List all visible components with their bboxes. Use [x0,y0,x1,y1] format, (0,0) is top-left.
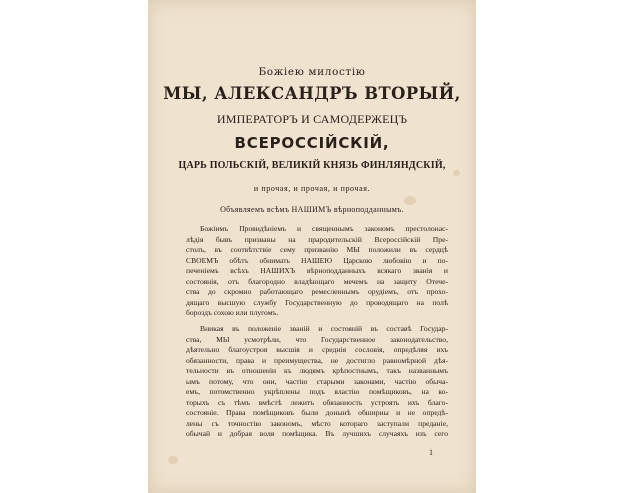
paragraph-line: состоянiе. Права помѣщиковъ были донынѣ обширны и не опредѣ- [186,408,448,418]
paragraph-line: лены съ точностiю закономъ, мѣсто котораго заступали преданiе, [186,418,448,428]
age-stain [404,196,416,205]
paragraph-line: ства, МЫ усмотрѣли, что Государственное законодательство, [186,334,448,344]
paragraph-line: обязанности, права и преимущества, не достигло равномѣрной дѣя- [186,355,448,365]
paragraph-line: СВОЕМЪ обѣтъ обнимать НАШЕЮ Царскою любовiю и по- [186,255,448,265]
paragraph-line: печенiемъ всѣхъ НАШИХЪ вѣрноподданныхъ всякаго званiя и [186,266,448,276]
title-etcetera: и прочая, и прочая, и прочая. [253,184,371,193]
announcement-line: Объявляемъ всѣмъ НАШИМЪ вѣрноподданнымъ. [220,205,404,214]
paragraph-line: емъ, потомственно укрѣплены подъ властiю помѣщиковъ, на ко- [186,387,448,397]
paragraph-line: дѣятельно благоустроя высшiя и среднiя сословiя, опредѣляя ихъ [186,345,448,355]
paragraph-line: торыхъ съ тѣмъ вмѣстѣ лежитъ обязанность устроять ихъ благо- [186,397,448,407]
page-number: 1 [429,448,433,457]
paragraph-line: лѣдiя бывъ призваны на прародительскiй Всероссiйскiй Пре- [186,234,448,244]
title-realm: ВСЕРОССIЙСКIЙ, [234,134,390,152]
paragraph-line: ымъ потому, что они, частiю старыми законами, частiю обыча- [186,376,448,386]
paragraph-line: Божiимъ Провидѣнiемъ и священнымъ закономъ престолонас- [200,224,448,233]
paragraph-line: тельности въ отношенiи къ людямъ крѣпостнымъ, такъ названнымъ [186,366,448,376]
manifesto-paragraph-2 [186,324,448,440]
invocation-line: Божiею милостiю [258,66,366,78]
paragraph-line: столъ, въ соотвѣтствiе сему призванiю МЫ положили въ сердцѣ [186,245,448,255]
paragraph-line: ства до скромно работающаго ремесленнымъ орудiемъ, отъ прохо- [186,287,448,297]
paragraph-line: Вникая въ положенiе званiй и состоянiй въ составѣ Государ- [200,324,448,333]
paragraph-line: бороздъ сохою или плугомъ. [186,308,279,318]
manifesto-paragraph-1 [186,224,448,319]
paragraph-line: дящаго высшую службу Государственную до проводящаго на полѣ [186,297,448,307]
sovereign-name: МЫ, АЛЕКСАНДРЪ ВТОРЫЙ, [163,84,461,104]
title-emperor: ИМПЕРАТОРЪ И САМОДЕРЖЕЦЪ [216,112,408,126]
document-page [148,0,476,493]
paragraph-line: состоянiя, отъ благородно владѣющаго мечемъ на защиту Отече- [186,276,448,286]
paragraph-line: обычай и добрая воля помѣщика. Въ лучшихъ случаяхъ изъ сего [186,429,448,439]
title-kingdoms: ЦАРЬ ПОЛЬСКIЙ, ВЕЛИКIЙ КНЯЗЬ ФИНЛЯНДСКIЙ, [178,160,446,171]
age-stain [168,456,178,464]
